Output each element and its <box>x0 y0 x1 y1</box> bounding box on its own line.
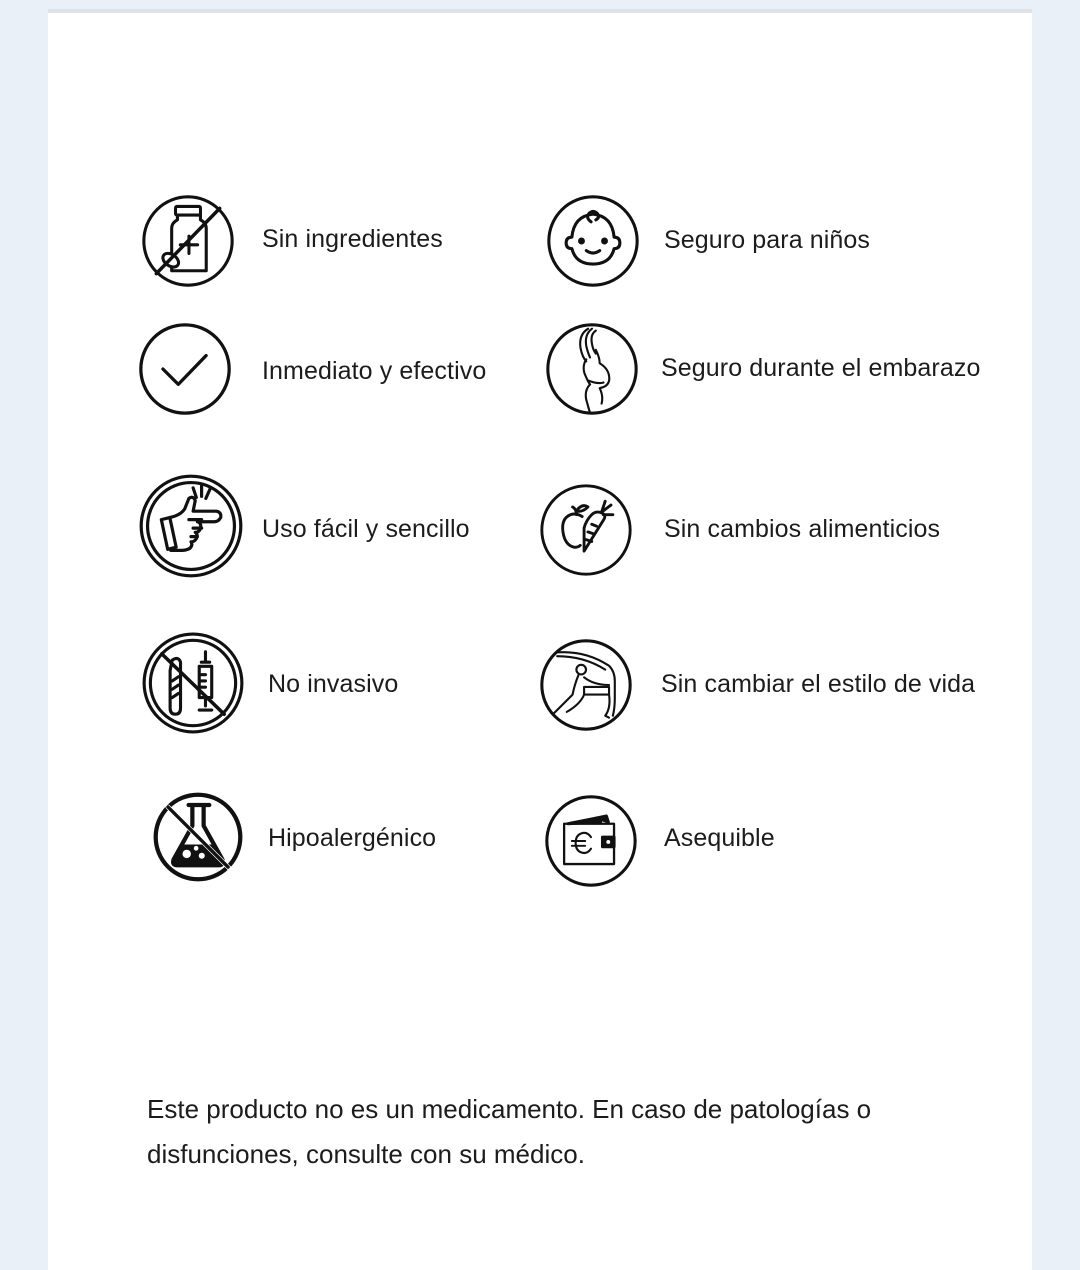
apple-carrot-icon <box>538 482 634 578</box>
feature-label: Uso fácil y sencillo <box>262 515 470 543</box>
baby-face-icon <box>545 193 641 289</box>
pregnant-woman-icon <box>544 321 640 417</box>
feature-label: Hipoalergénico <box>268 824 437 852</box>
feature-label: Asequible <box>664 824 775 852</box>
feature-label: Sin ingredientes <box>262 225 443 253</box>
product-features-card <box>48 13 1032 1270</box>
feature-label: No invasivo <box>268 670 399 698</box>
yoga-pose-icon <box>538 637 634 733</box>
no-flask-icon <box>151 790 245 884</box>
no-medicine-bottle-icon <box>140 193 236 289</box>
feature-label: Seguro durante el embarazo <box>661 354 981 382</box>
checkmark-icon <box>137 321 233 417</box>
euro-wallet-icon <box>543 793 639 889</box>
feature-label: Sin cambios alimenticios <box>664 515 941 543</box>
feature-label: Seguro para niños <box>664 226 871 254</box>
no-syringe-icon <box>141 631 245 735</box>
feature-label: Inmediato y efectivo <box>262 357 487 385</box>
feature-label: Sin cambiar el estilo de vida <box>661 670 976 698</box>
snap-fingers-hand-icon <box>138 473 244 579</box>
disclaimer-text: Este producto no es un medicamento. En caso de patologías o disfunciones, consulte con su médico. <box>147 1094 872 1169</box>
